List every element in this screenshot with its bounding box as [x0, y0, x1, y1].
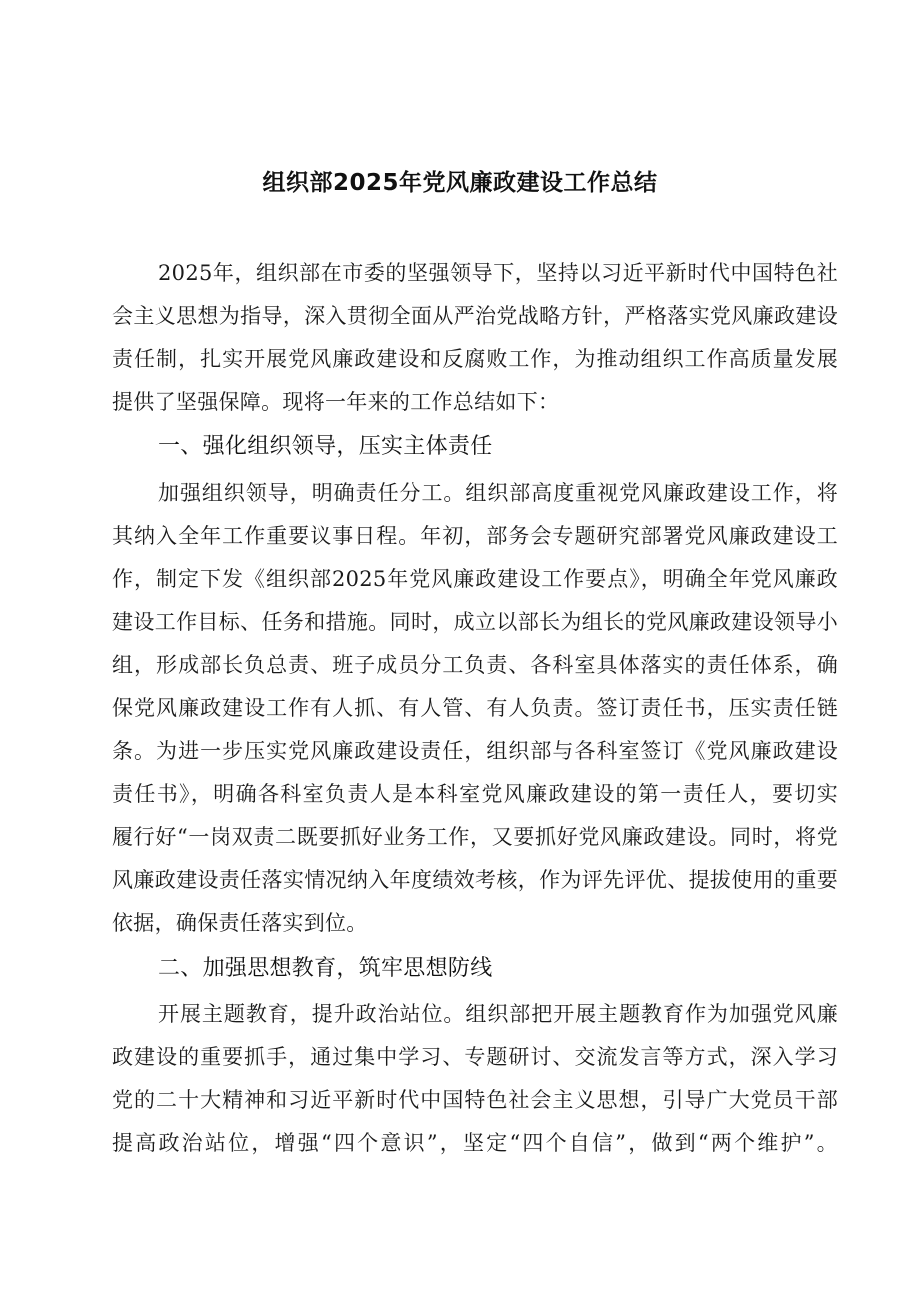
section-1-line: 加强组织领导，明确责任分工。组织部高度重视党风廉政建设工作，将: [158, 481, 838, 505]
section-2-heading: 二、加强思想教育，筑牢思想防线: [158, 956, 493, 981]
section-1-line: 组，形成部长负总责、班子成员分工负责、各科室具体落实的责任体系，确: [112, 653, 838, 677]
section-1-line: 履行好“一岗双责二既要抓好业务工作，又要抓好党风廉政建设。同时，将党: [112, 825, 838, 849]
intro-line-2: 会主义思想为指导，深入贯彻全面从严治党战略方针，严格落实党风廉政建设: [112, 304, 838, 328]
section-1-line: 建设工作目标、任务和措施。同时，成立以部长为组长的党风廉政建设领导小: [112, 610, 838, 634]
section-1-line: 其纳入全年工作重要议事日程。年初，部务会专题研究部署党风廉政建设工: [112, 524, 838, 548]
intro-line-4: 提供了坚强保障。现将一年来的工作总结如下：: [112, 390, 560, 414]
section-1-line: 责任书》，明确各科室负责人是本科室党风廉政建设的第一责任人，要切实: [112, 782, 838, 806]
section-1-heading: 一、强化组织领导，压实主体责任: [158, 434, 493, 459]
intro-line-1: 2025年，组织部在市委的坚强领导下，坚持以习近平新时代中国特色社: [158, 261, 838, 285]
section-1-line: 依据，确保责任落实到位。: [112, 911, 368, 935]
section-1-line: 保党风廉政建设工作有人抓、有人管、有人负责。签订责任书，压实责任链: [112, 696, 838, 720]
document-title: 组织部2025年党风廉政建设工作总结: [262, 170, 658, 196]
section-2-line: 提高政治站位，增强“四个意识”，坚定“四个自信”，做到“两个维护”。: [112, 1131, 838, 1155]
section-2-line: 开展主题教育，提升政治站位。组织部把开展主题教育作为加强党风廉: [158, 1002, 838, 1026]
intro-line-3: 责任制，扎实开展党风廉政建设和反腐败工作，为推动组织工作高质量发展: [112, 347, 838, 371]
section-1-line: 条。为进一步压实党风廉政建设责任，组织部与各科室签订《党风廉政建设: [112, 739, 838, 763]
section-2-line: 党的二十大精神和习近平新时代中国特色社会主义思想，引导广大党员干部: [112, 1088, 838, 1112]
section-2-line: 政建设的重要抓手，通过集中学习、专题研讨、交流发言等方式，深入学习: [112, 1045, 838, 1069]
section-1-line: 作，制定下发《组织部2025年党风廉政建设工作要点》，明确全年党风廉政: [112, 567, 838, 591]
section-1-line: 风廉政建设责任落实情况纳入年度绩效考核，作为评先评优、提拔使用的重要: [112, 868, 838, 892]
